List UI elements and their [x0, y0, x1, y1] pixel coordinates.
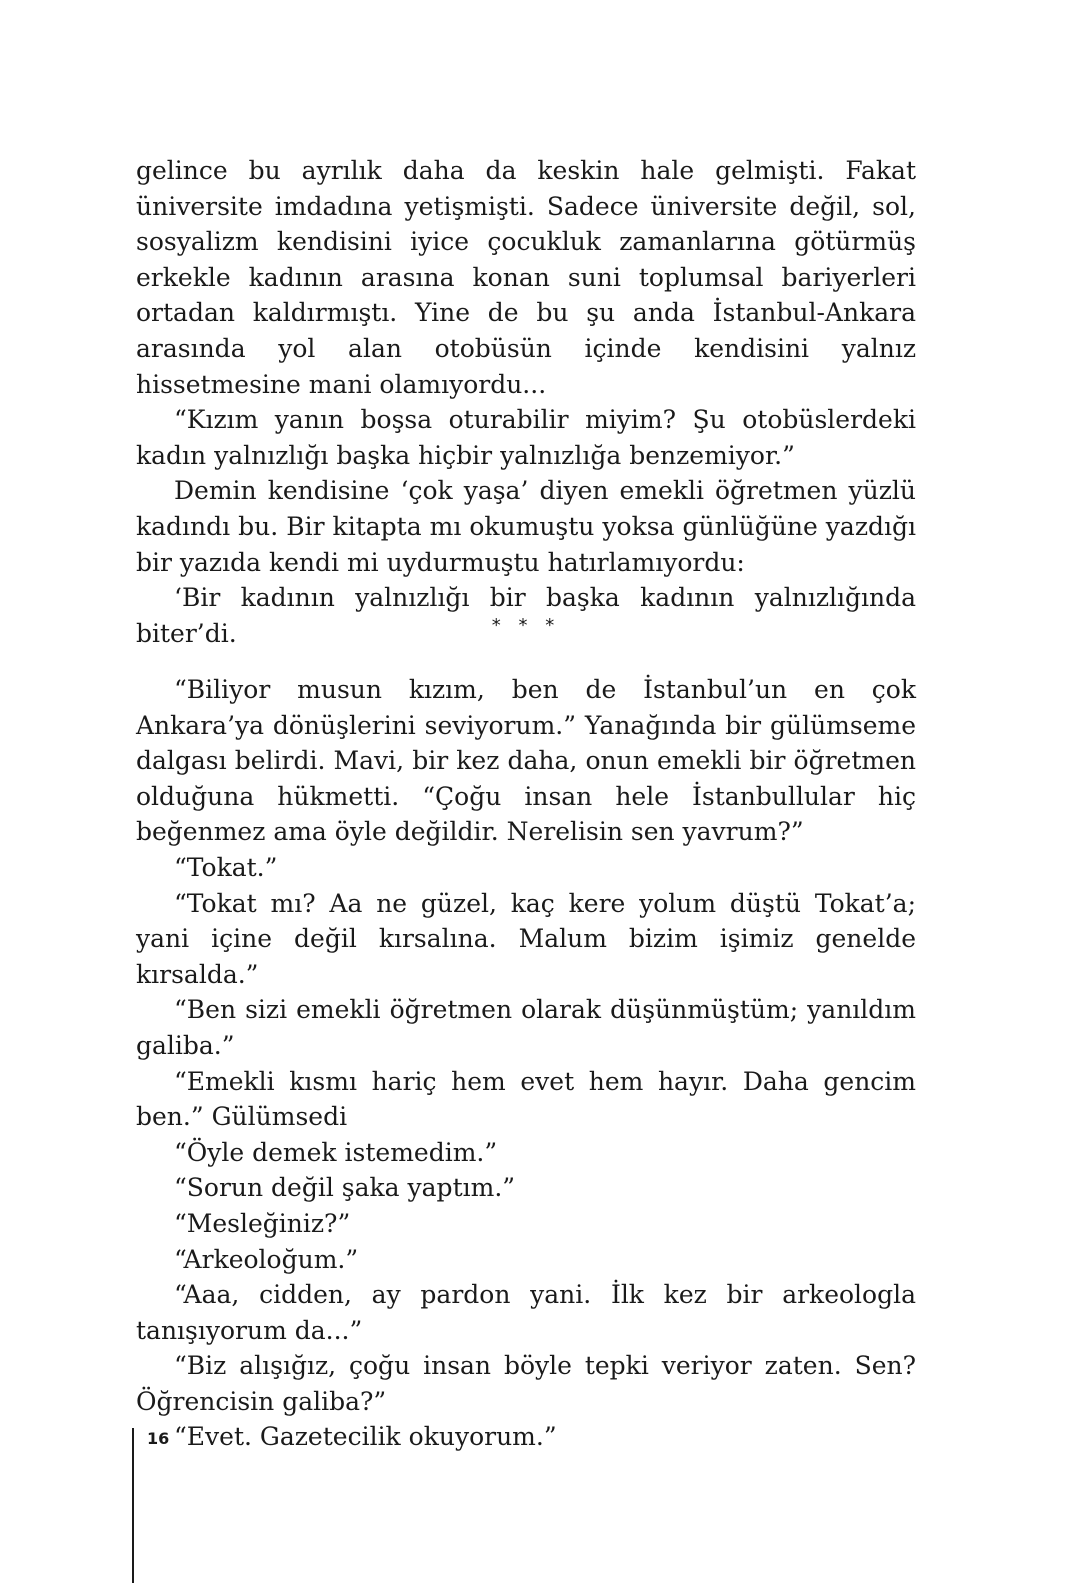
- paragraph: “Öyle demek istemedim.”: [174, 1137, 498, 1167]
- paragraph: “Mesleğiniz?”: [174, 1208, 351, 1238]
- paragraph: “Biliyor musun kızım, ben de İstanbul’un en çok Ankara’ya dönüşlerini seviyorum.” Yanağında bir gülümseme dalgası belirdi. Mavi, bir kez daha, onun emekli bir öğretmen olduğuna hükmetti. “Çoğu insan hele İstanbullular hiç beğenmez ama öyle değildir. Nerelisin sen yavrum?”: [136, 675, 916, 847]
- paragraph: Demin kendisine ‘çok yaşa’ diyen emekli öğretmen yüzlü kadındı bu. Bir kitapta mı okumuştu yoksa günlüğüne yazdığı bir yazıda kendi mi uydurmuştu hatırlamıyordu:: [136, 476, 916, 577]
- text-block-top: [136, 153, 916, 651]
- paragraph: “Arkeoloğum.”: [174, 1244, 359, 1274]
- paragraph: “Aaa, cidden, ay pardon yani. İlk kez bir arkeologla tanışıyorum da...”: [136, 1280, 916, 1345]
- paragraph: “Tokat.”: [174, 852, 278, 882]
- paragraph: “Evet. Gazetecilik okuyorum.”: [174, 1422, 557, 1452]
- page-margin-rule: [132, 1428, 134, 1583]
- paragraph: “Biz alışığız, çoğu insan böyle tepki veriyor zaten. Sen? Öğrencisin galiba?”: [136, 1351, 916, 1416]
- paragraph: “Sorun değil şaka yaptım.”: [174, 1173, 516, 1203]
- section-separator: * * *: [491, 615, 561, 636]
- paragraph: gelince bu ayrılık daha da keskin hale gelmişti. Fakat üniversite imdadına yetişmişti. Sadece üniversite değil, sol, sosyalizm kendisini iyice çocukluk zamanlarına götürmüş erkekle kadının arasına konan suni toplumsal bariyerleri ortadan kaldırmıştı. Yine de bu şu anda İstanbul-Ankara arasında yol alan otobüsün içinde kendisini yalnız hissetmesine mani olamıyordu...: [136, 156, 916, 399]
- text-block-dialogue: [136, 672, 916, 1455]
- paragraph: “Kızım yanın boşsa oturabilir miyim? Şu otobüslerdeki kadın yalnızlığı başka hiçbir yalnızlığa benzemiyor.”: [136, 405, 916, 470]
- paragraph: “Ben sizi emekli öğretmen olarak düşünmüştüm; yanıldım galiba.”: [136, 995, 916, 1060]
- paragraph: “Emekli kısmı hariç hem evet hem hayır. Daha gencim ben.” Gülümsedi: [136, 1066, 916, 1132]
- paragraph: “Tokat mı? Aa ne güzel, kaç kere yolum düştü Tokat’a; yani içine değil kırsalına. Malum bizim işimiz genelde kırsalda.”: [136, 888, 916, 989]
- paragraph: ‘Bir kadının yalnızlığı bir başka kadının yalnızlığında biter’di.: [136, 583, 916, 648]
- page-number: 16: [147, 1429, 170, 1448]
